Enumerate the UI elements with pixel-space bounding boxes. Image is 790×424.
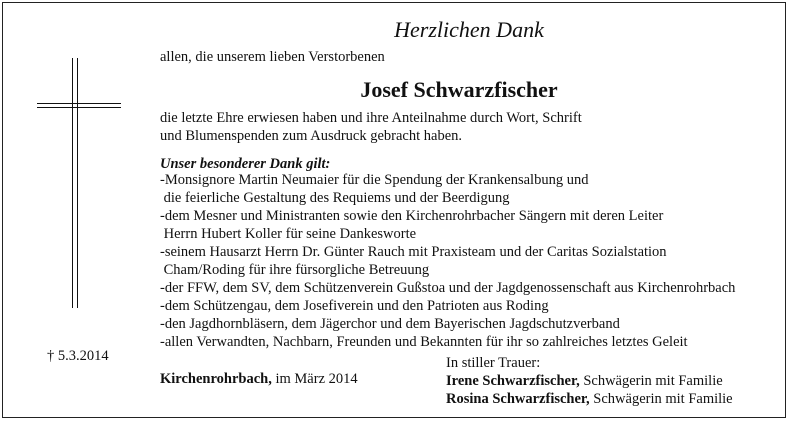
- mourner-name: Rosina Schwarzfischer,: [446, 391, 590, 407]
- intro-text: allen, die unserem lieben Verstorbenen: [160, 49, 385, 65]
- thanks-line: Herrn Hubert Koller für seine Dankesworte: [160, 226, 417, 242]
- place-date: [160, 371, 358, 388]
- cross-icon-vertical-a: [72, 58, 73, 308]
- date-text: im März 2014: [271, 371, 358, 387]
- page-title: Herzlichen Dank: [394, 17, 544, 42]
- mourner-relation: Schwägerin mit Familie: [579, 373, 723, 389]
- deceased-name: Josef Schwarzfischer: [360, 77, 558, 102]
- mourning-label: In stiller Trauer:: [446, 355, 541, 371]
- thanks-line: -seinem Hausarzt Herrn Dr. Günter Rauch mit Praxisteam und der Caritas Sozialstation: [160, 244, 667, 260]
- thanks-line: Cham/Roding für ihre fürsorgliche Betreuung: [160, 262, 430, 278]
- thanks-line: -dem Schützengau, dem Josefiverein und den Patrioten aus Roding: [160, 298, 549, 314]
- place-name: Kirchenrohrbach,: [160, 371, 272, 387]
- body-line: und Blumenspenden zum Ausdruck gebracht haben.: [160, 128, 463, 144]
- body-line: die letzte Ehre erwiesen haben und ihre Anteilnahme durch Wort, Schrift: [160, 110, 582, 126]
- thanks-line: -Monsignore Martin Neumaier für die Spendung der Krankensalbung und: [160, 172, 589, 188]
- thanks-line: -allen Verwandten, Nachbarn, Freunden und Bekannten für ihr so zahlreiches letztes Geleit: [160, 334, 688, 350]
- thanks-line: -dem Mesner und Ministranten sowie den Kirchenrohrbacher Sängern mit deren Leiter: [160, 208, 664, 224]
- cross-icon-horizontal-a: [37, 103, 121, 104]
- thanks-line: -der FFW, dem SV, dem Schützenverein Gußstoa und der Jagdgenossenschaft aus Kirchenrohrbach: [160, 280, 736, 296]
- mourner-name: Irene Schwarzfischer,: [446, 373, 580, 389]
- cross-icon-vertical-b: [77, 58, 78, 308]
- cross-icon-horizontal-b: [37, 107, 121, 108]
- thanks-heading: Unser besonderer Dank gilt:: [160, 156, 331, 172]
- mourner-relation: Schwägerin mit Familie: [589, 391, 733, 407]
- mourner-line: [446, 390, 733, 408]
- obituary-card: [2, 2, 786, 418]
- thanks-line: -den Jagdhornbläsern, dem Jägerchor und dem Bayerischen Jagdschutzverband: [160, 316, 620, 332]
- death-date: † 5.3.2014: [47, 348, 109, 364]
- thanks-line: die feierliche Gestaltung des Requiems und der Beerdigung: [160, 190, 510, 206]
- mourner-line: [446, 372, 723, 390]
